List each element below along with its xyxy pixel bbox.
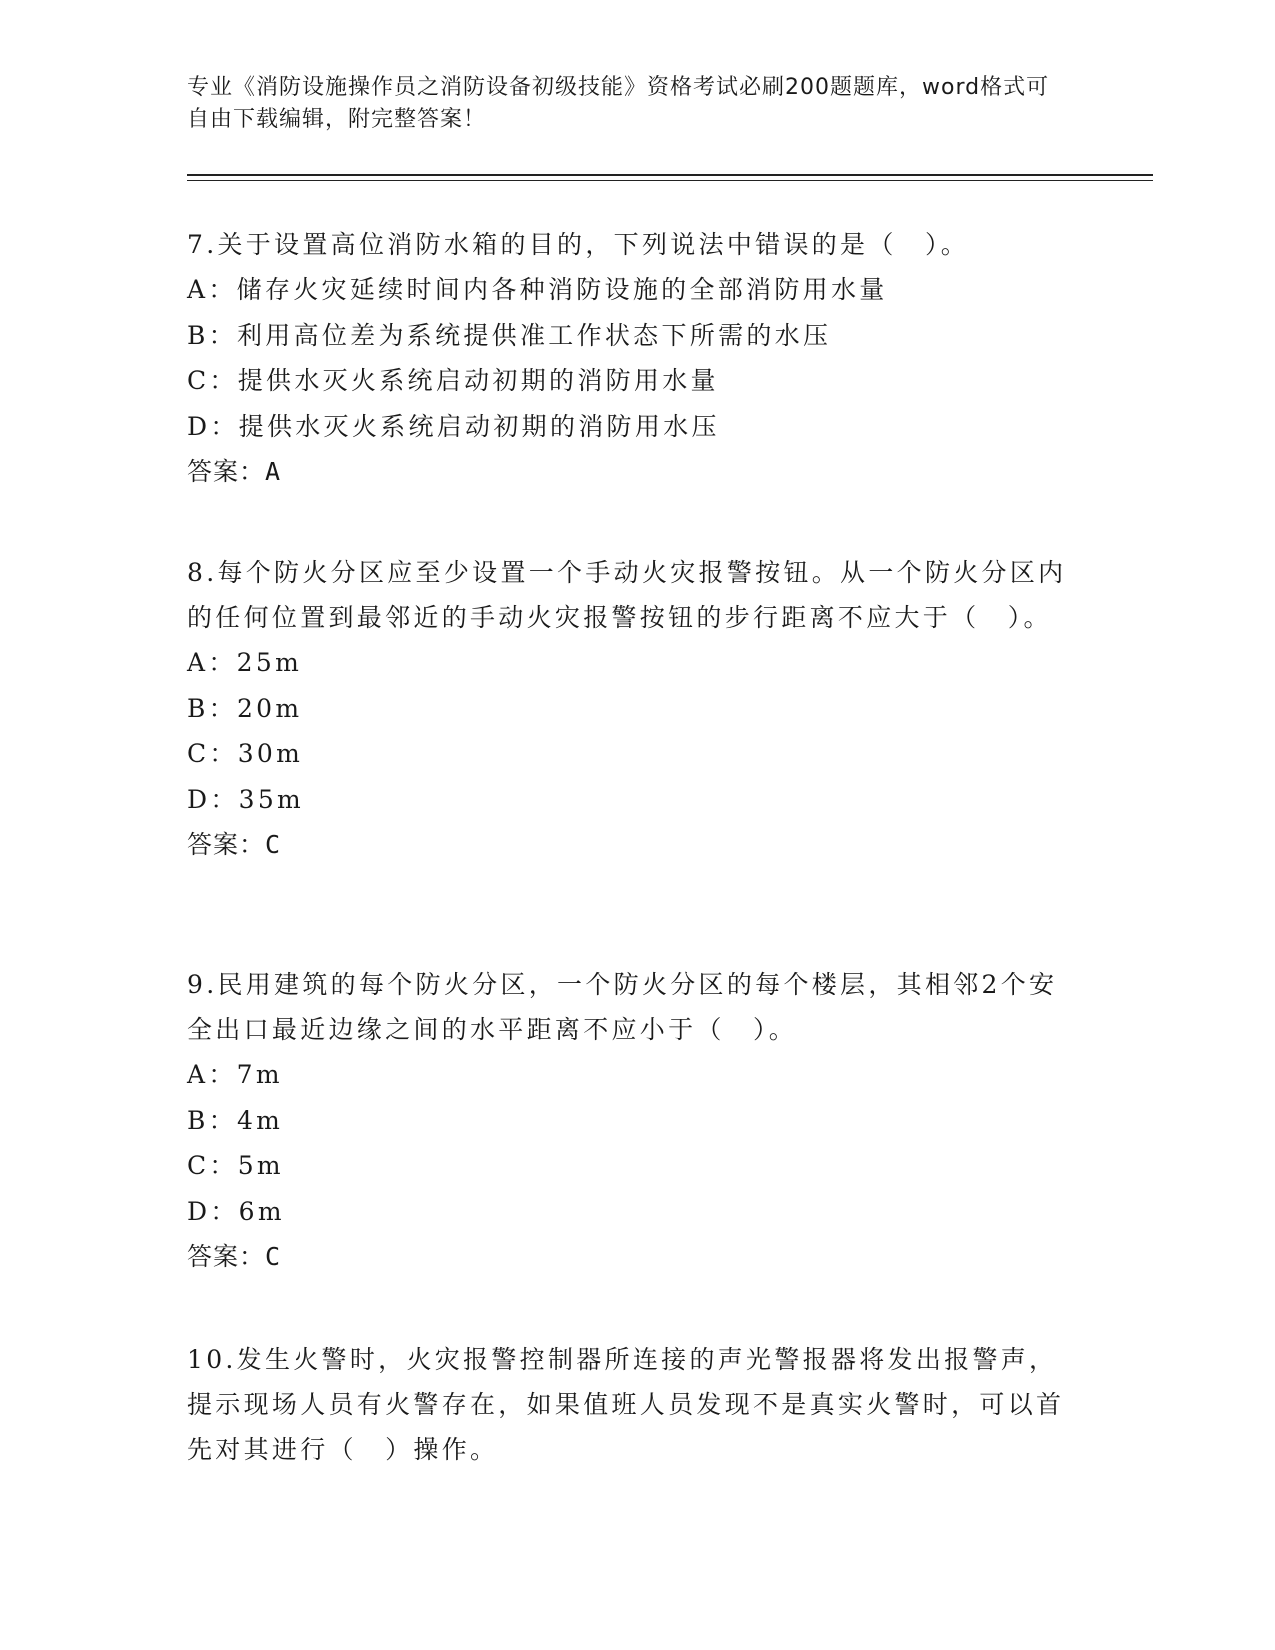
header-rule-thick [187, 174, 1153, 176]
option-c: C：提供水灭火系统启动初期的消防用水量 [187, 366, 719, 395]
answer [187, 822, 1067, 868]
option-c: C：30m [187, 739, 304, 768]
answer [187, 1234, 1067, 1280]
document-header: 专业《消防设施操作员之消防设备初级技能》资格考试必刷200题题库，word格式可自由下载编辑，附完整答案！ [187, 75, 1050, 132]
question-8 [187, 550, 1067, 868]
question-stem: 7.关于设置高位消防水箱的目的，下列说法中错误的是（ ）。 [187, 230, 970, 259]
answer-label: 答案： [187, 830, 266, 859]
option-b: B：4m [187, 1105, 284, 1135]
option-d: D：35m [187, 784, 305, 814]
question-stem: 10.发生火警时，火灾报警控制器所连接的声光警报器将发出报警声，提示现场人员有火警存在，如果值班人员发现不是真实火警时，可以首先对其进行（ ）操作。 [187, 1345, 1065, 1464]
option-b: B：利用高位差为系统提供准工作状态下所需的水压 [187, 320, 832, 350]
header-rule-thin [187, 180, 1153, 181]
question-10 [187, 1337, 1067, 1472]
question-7 [187, 222, 1067, 495]
option-b: B：20m [187, 693, 303, 723]
answer-label: 答案： [187, 1242, 266, 1271]
option-a: A：7m [187, 1060, 283, 1089]
option-a: A：25m [187, 648, 303, 677]
answer [187, 449, 1067, 495]
question-stem: 8.每个防火分区应至少设置一个手动火灾报警按钮。从一个防火分区内的任何位置到最邻近的手动火灾报警按钮的步行距离不应大于（ ）。 [187, 558, 1067, 632]
question-9 [187, 962, 1067, 1280]
answer-value: C [265, 1242, 282, 1271]
option-a: A：储存火灾延续时间内各种消防设施的全部消防用水量 [187, 275, 888, 304]
option-d: D：提供水灭火系统启动初期的消防用水压 [187, 411, 720, 441]
answer-label: 答案： [187, 457, 266, 486]
option-c: C：5m [187, 1151, 284, 1180]
answer-value: C [265, 830, 282, 859]
answer-value: A [265, 457, 282, 486]
question-stem: 9.民用建筑的每个防火分区，一个防火分区的每个楼层，其相邻2个安全出口最近边缘之间的水平距离不应小于（ ）。 [187, 970, 1058, 1044]
option-d: D：6m [187, 1196, 285, 1226]
